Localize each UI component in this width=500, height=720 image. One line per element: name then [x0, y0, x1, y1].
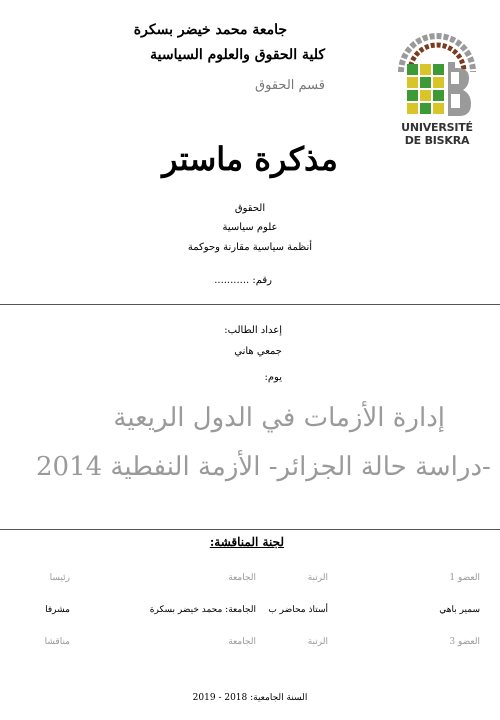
faculty-name: كلية الحقوق والعلوم السياسية: [150, 47, 325, 63]
committee-role-3: مناقشا: [44, 637, 70, 647]
department-name: قسم الحقوق: [255, 78, 325, 93]
logo-text-line2: DE BISKRA: [404, 134, 470, 147]
committee-title: لجنة المناقشة:: [209, 535, 284, 549]
field-label: الحقوق: [234, 203, 266, 214]
committee-member-2: سمير باهي: [439, 605, 480, 615]
committee-role-2: مشرفا: [45, 605, 70, 615]
committee-rank-3: الرتبة: [307, 637, 328, 647]
committee-role-1: رئيسا: [49, 573, 70, 583]
university-logo: [393, 28, 481, 150]
committee-member-1: العضو 1: [449, 573, 480, 583]
branch-label: علوم سياسية: [222, 222, 278, 233]
committee-member-3: العضو 3: [449, 637, 480, 647]
committee-rank-2: أستاذ محاضر ب: [268, 605, 328, 615]
committee-university-2: الجامعة: محمد خيضر بسكرة: [149, 605, 256, 615]
student-name: جمعي هاني: [234, 346, 282, 357]
university-logo-emblem-icon: [393, 28, 481, 120]
committee-university-3: الجامعة: [228, 637, 256, 647]
thesis-title-line1: إدارة الأزمات في الدول الريعية: [113, 403, 445, 433]
document-title: مذكرة ماستر: [162, 140, 338, 178]
academic-year: السنة الجامعية: 2018 - 2019: [192, 693, 308, 703]
thesis-title-line2: -دراسة حالة الجزائر- الأزمة النفطية 2014: [36, 452, 491, 482]
defense-day-label: يوم:: [264, 372, 282, 383]
committee-university-1: الجامعة: [228, 573, 256, 583]
specialty-label: أنظمة سياسية مقارنة وحوكمة: [187, 242, 313, 253]
divider-bottom: [0, 529, 500, 530]
logo-text-line1: UNIVERSITÉ: [401, 121, 473, 134]
university-name: جامعة محمد خيضر بسكرة: [133, 22, 287, 38]
document-number: رقم: ...........: [214, 275, 272, 286]
committee-rank-1: الرتبة: [307, 573, 328, 583]
prepared-by-label: إعداد الطالب:: [224, 325, 282, 336]
divider-top: [0, 304, 500, 305]
